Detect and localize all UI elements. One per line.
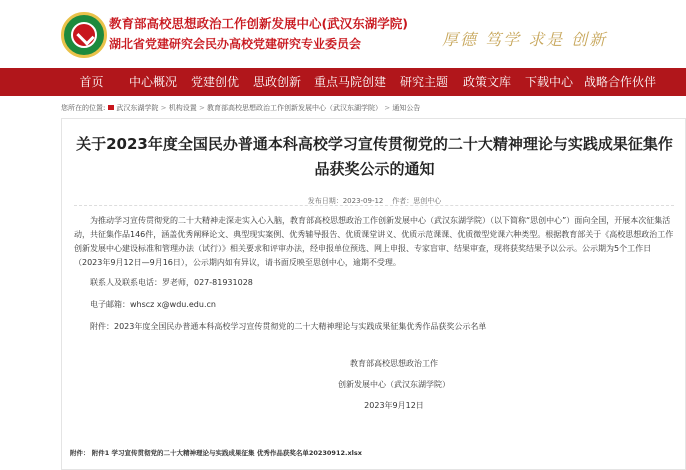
school-motto: 厚德 笃学 求是 创新	[442, 30, 608, 49]
home-icon	[108, 105, 114, 110]
attachment-label: 附件：	[70, 449, 90, 457]
signature-org1: 教育部高校思想政治工作	[350, 359, 438, 368]
signature-org2: 创新发展中心（武汉东湖学院）	[338, 380, 450, 389]
article-body	[74, 214, 674, 413]
contact-line: 联系人及联系电话：罗老师，027-81931028	[90, 278, 253, 287]
breadcrumb-prefix: 您所在的位置:	[61, 104, 106, 112]
nav-partners[interactable]: 战略合作伙伴	[583, 75, 656, 89]
attachment-row	[70, 448, 362, 457]
site-logo[interactable]	[61, 12, 107, 58]
nav-downloads[interactable]: 下载中心	[524, 75, 573, 89]
breadcrumb-separator: >	[198, 104, 205, 112]
breadcrumb-item-notices[interactable]: 通知公告	[392, 104, 421, 112]
org-name-primary: 教育部高校思想政治工作创新发展中心(武汉东湖学院)	[109, 16, 408, 31]
article-panel	[61, 118, 686, 470]
meta-date: 2023-09-12	[342, 197, 384, 205]
logo-emblem	[71, 22, 97, 48]
signature-date: 2023年9月12日	[364, 401, 424, 410]
nav-about[interactable]: 中心概况	[128, 75, 177, 89]
article-title: 关于2023年度全国民办普通本科高校学习宣传贯彻党的二十大精神理论与实践成果征集作品获奖公示的通知	[76, 135, 673, 178]
meta-divider	[74, 205, 674, 206]
attachment-file-link[interactable]: 附件1 学习宣传贯彻党的二十大精神理论与实践成果征集 优秀作品获奖名单20230912.xlsx	[91, 449, 362, 457]
breadcrumb-item-center[interactable]: 教育部高校思想政治工作创新发展中心（武汉东湖学院）	[207, 104, 383, 112]
breadcrumb	[61, 103, 420, 113]
email-line: 电子邮箱：whscz x@wdu.edu.cn	[90, 300, 216, 309]
nav-home[interactable]: 首页	[79, 75, 104, 89]
meta-author: 思创中心	[413, 197, 442, 205]
breadcrumb-item-school[interactable]: 武汉东湖学院	[116, 104, 159, 112]
nav-policy-library[interactable]: 政策文库	[462, 75, 511, 89]
nav-party-building[interactable]: 党建创优	[190, 75, 239, 89]
nav-ideology-innovation[interactable]: 思政创新	[252, 75, 301, 89]
nav-research-topics[interactable]: 研究主题	[399, 75, 448, 89]
meta-date-label: 发布日期：	[307, 197, 343, 205]
meta-author-label: 作者：	[392, 197, 414, 205]
org-name-secondary: 湖北省党建研究会民办高校党建研究专业委员会	[109, 37, 362, 51]
site-header	[0, 0, 686, 68]
breadcrumb-separator: >	[384, 104, 391, 112]
body-paragraph: 为推动学习宣传贯彻党的二十大精神走深走实入心入脑，教育部高校思想政治工作创新发展中心（武汉东湖学院）（以下简称“思创中心”）面向全国，开展本次征集活动，共征集作品146件，涵盖优秀阐释论文、典型现实案例、优秀辅导报告、优质课堂讲义、优质示范课课、优质微型党课六种类型。根据教育部关于《高校思想政治工作创新发展中心建设标准和管理办法（试行）》相关要求和评审办法，经申报单位预选、网上申报、专家盲审、结果审查，现将获奖结果予以公示。公示期为5个工作日（2023年9月12日—9月16日），公示期内如有异议，请书面反映至思创中心，逾期不受理。	[74, 216, 674, 267]
nav-marxism-college[interactable]: 重点马院创建	[313, 75, 386, 89]
breadcrumb-separator: >	[160, 104, 167, 112]
attachment-note: 附件：2023年度全国民办普通本科高校学习宣传贯彻党的二十大精神理论与实践成果征集优秀作品获奖公示名单	[90, 322, 487, 331]
main-nav	[0, 68, 686, 96]
breadcrumb-item-org[interactable]: 机构设置	[168, 104, 197, 112]
